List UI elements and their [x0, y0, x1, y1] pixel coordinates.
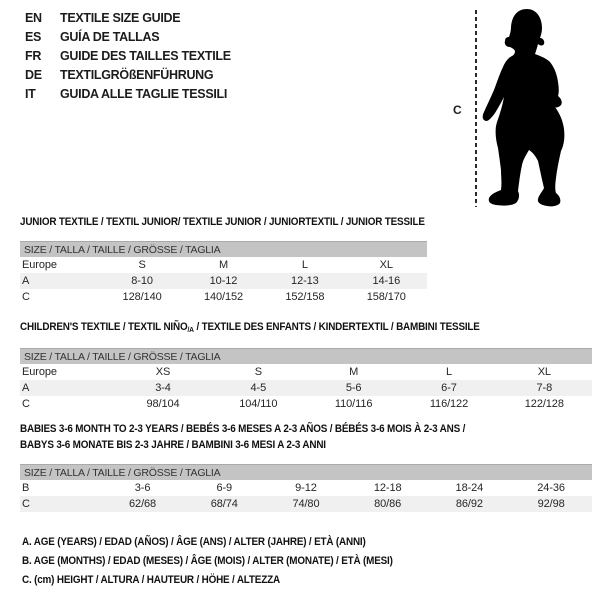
language-row-fr [25, 47, 231, 66]
table-row [20, 289, 427, 305]
language-label: GUIDA ALLE TAGLIE TESSILI [60, 87, 228, 101]
table-row [20, 273, 427, 289]
children-size-table [20, 348, 592, 412]
language-code: ES [25, 30, 42, 44]
height-measure-label: C [453, 103, 462, 117]
size-cell: 74/80 [292, 498, 320, 510]
language-code: IT [25, 87, 36, 101]
size-cell: 5-6 [345, 382, 362, 394]
table-row [20, 257, 427, 273]
height-measure-figure [440, 0, 600, 215]
size-cell: 6-9 [216, 482, 233, 494]
size-cell: 158/170 [366, 291, 406, 303]
section-junior-textile [20, 215, 427, 305]
language-title-list [25, 9, 231, 104]
size-cell: 92/98 [537, 498, 565, 510]
section-babies-textile [20, 421, 592, 512]
size-cell: 3-4 [155, 382, 171, 394]
table-row [20, 480, 592, 496]
row-label: C [22, 291, 30, 303]
row-label: B [22, 482, 30, 494]
size-cell: 10-12 [209, 275, 238, 287]
language-code: EN [25, 11, 42, 25]
size-cell: 80/86 [374, 498, 402, 510]
title-part: CHILDREN'S TEXTILE / TEXTIL NIÑO [20, 321, 188, 333]
size-cell: 3-6 [134, 482, 151, 494]
size-cell: 122/128 [524, 398, 564, 410]
size-cell: 110/116 [334, 398, 373, 410]
size-cell: 86/92 [455, 498, 483, 510]
table-row [20, 396, 592, 412]
title-line-2: BABYS 3-6 MONATE BIS 2-3 JAHRE / BAMBINI 3-6 MESI A 2-3 ANNI [20, 439, 326, 451]
language-code: DE [25, 68, 42, 82]
size-cell: 18-24 [455, 482, 484, 494]
language-label: GUÍA DE TALLAS [60, 30, 160, 44]
size-cell: 8-10 [131, 275, 153, 287]
language-row-it [25, 85, 231, 104]
language-label: TEXTILGRÖßENFÜHRUNG [60, 68, 214, 82]
size-cell: 14-16 [372, 275, 401, 287]
section-title: JUNIOR TEXTILE / TEXTIL JUNIOR/ TEXTILE JUNIOR / JUNIORTEXTIL / JUNIOR TESSILE [20, 216, 425, 228]
row-label: Europe [22, 259, 57, 271]
size-cell: 98/104 [146, 398, 180, 410]
table-row [20, 380, 592, 396]
language-row-en [25, 9, 231, 28]
size-cell: XS [155, 366, 171, 378]
size-cell: 24-36 [537, 482, 565, 494]
section-children-textile [20, 320, 592, 412]
size-cell: 62/68 [129, 498, 157, 510]
size-cell: 128/140 [122, 291, 162, 303]
size-cell: M [349, 366, 359, 378]
size-cell: M [218, 259, 229, 271]
table-row [20, 496, 592, 512]
size-cell: 68/74 [210, 498, 238, 510]
size-cell: XL [379, 259, 393, 271]
babies-size-table [20, 464, 592, 512]
size-cell: S [138, 259, 146, 271]
size-cell: 4-5 [250, 382, 267, 394]
size-cell: XL [537, 366, 551, 378]
footnote-a: A. AGE (YEARS) / EDAD (AÑOS) / ÂGE (ANS) / ALTER (JAHRE) / ETÀ (ANNI) [22, 536, 366, 548]
size-cell: 12-13 [291, 275, 319, 287]
size-table-header: SIZE / TALLA / TAILLE / GRÖSSE / TAGLIA [20, 349, 592, 365]
language-code: FR [25, 49, 42, 63]
size-cell: 152/158 [285, 291, 325, 303]
baby-silhouette-icon [470, 0, 600, 215]
size-cell: 6-7 [441, 382, 457, 394]
row-label: C [22, 498, 30, 510]
row-label: A [22, 382, 30, 394]
row-label: C [22, 398, 30, 410]
size-cell: 12-18 [373, 482, 402, 494]
size-cell: 104/110 [239, 398, 278, 410]
size-cell: L [301, 259, 308, 271]
footnote-b: B. AGE (MONTHS) / EDAD (MESES) / ÂGE (MOIS) / ALTER (MONATE) / ETÀ (MESI) [22, 555, 393, 567]
size-cell: 7-8 [536, 382, 553, 394]
size-table-header: SIZE / TALLA / TAILLE / GRÖSSE / TAGLIA [20, 465, 592, 481]
row-label: Europe [22, 366, 57, 378]
footnote-c: C. (cm) HEIGHT / ALTURA / HAUTEUR / HÖHE / ALTEZZA [22, 574, 280, 586]
language-row-de [25, 66, 231, 85]
size-cell: S [254, 366, 262, 378]
title-part: / TEXTILE DES ENFANTS / KINDERTEXTIL / BAMBINI TESSILE [193, 321, 480, 333]
table-row [20, 364, 592, 380]
size-cell: 9-12 [295, 482, 317, 494]
junior-size-table [20, 241, 427, 305]
legend-footnotes [22, 533, 434, 590]
section-title [20, 320, 535, 337]
size-cell: 116/122 [429, 398, 469, 410]
size-cell: L [445, 366, 452, 378]
size-cell: 140/152 [203, 291, 243, 303]
size-table-header: SIZE / TALLA / TAILLE / GRÖSSE / TAGLIA [20, 242, 427, 258]
section-title [20, 421, 535, 453]
language-label: GUIDE DES TAILLES TEXTILE [60, 49, 231, 63]
language-row-es [25, 28, 231, 47]
title-subscript: /A [187, 325, 194, 334]
language-label: TEXTILE SIZE GUIDE [60, 11, 181, 25]
row-label: A [22, 275, 30, 287]
title-line-1: BABIES 3-6 MONTH TO 2-3 YEARS / BEBÉS 3-6 MESES A 2-3 AÑOS / BÉBÉS 3-6 MOIS À 2-3 ANS / [20, 423, 466, 435]
